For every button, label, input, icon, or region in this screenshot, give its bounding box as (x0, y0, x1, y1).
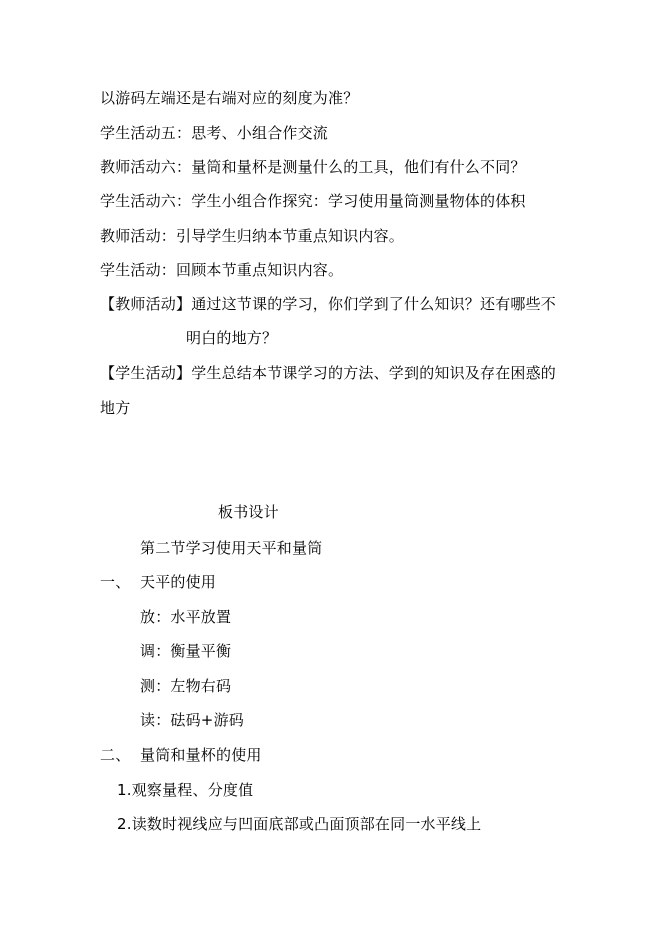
section-1-item-4: 读：砝码+游码 (140, 711, 244, 729)
section-2-number: 二、 (100, 746, 131, 764)
section-1-number: 一、 (100, 573, 131, 591)
text-line-9: 【学生活动】学生总结本节课学习的方法、学到的知识及存在困惑的 (100, 364, 557, 382)
text-line-10: 地方 (100, 399, 131, 417)
text-line-3: 教师活动六：量筒和量杯是测量什么的工具，他们有什么不同？ (100, 158, 526, 176)
section-1-item-1: 放：水平放置 (140, 608, 232, 626)
text-line-6: 学生活动：回顾本节重点知识内容。 (100, 261, 344, 279)
board-design-subtitle: 第二节学习使用天平和量筒 (140, 539, 323, 557)
text-line-5: 教师活动：引导学生归纳本节重点知识内容。 (100, 227, 405, 245)
board-design-heading: 板书设计 (218, 503, 279, 521)
text-line-1: 以游码左端还是右端对应的刻度为准？ (100, 89, 359, 107)
section-1-title: 天平的使用 (140, 573, 217, 591)
section-1-item-3: 测：左物右码 (140, 677, 232, 695)
text-line-8: 明白的地方？ (186, 329, 278, 347)
text-line-4: 学生活动六：学生小组合作探究：学习使用量筒测量物体的体积 (100, 192, 526, 210)
text-line-7: 【教师活动】通过这节课的学习，你们学到了什么知识？还有哪些不 (100, 295, 557, 313)
section-2-title: 量筒和量杯的使用 (140, 746, 262, 764)
text-line-2: 学生活动五：思考、小组合作交流 (100, 124, 329, 142)
section-1-item-2: 调：衡量平衡 (140, 642, 232, 660)
section-2-item-2: 2.读数时视线应与凹面底部或凸面顶部在同一水平线上 (117, 815, 482, 833)
section-2-item-1: 1.观察量程、分度值 (117, 781, 254, 799)
